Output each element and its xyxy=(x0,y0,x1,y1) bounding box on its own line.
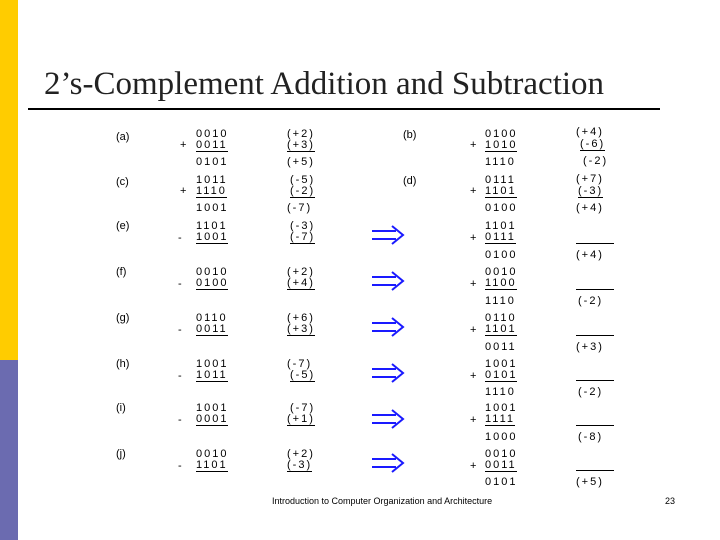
slide-title: 2’s-Complement Addition and Subtraction xyxy=(44,66,605,102)
implies-arrow-j xyxy=(370,452,406,474)
label-a: (a) xyxy=(116,131,130,143)
j-conv-rule xyxy=(576,470,614,471)
op-c: + xyxy=(180,185,187,197)
op-j: - xyxy=(178,460,182,472)
label-d: (d) xyxy=(403,175,417,187)
footer-text: Introduction to Computer Organization and Architecture xyxy=(272,496,493,506)
j-operand1: 0010 xyxy=(196,448,229,460)
b-operand1: 0100 xyxy=(485,128,518,140)
j-operand2: 1101 xyxy=(196,459,228,471)
title-rule xyxy=(28,108,660,110)
op-h: - xyxy=(178,370,182,382)
h-dec2: (-5) xyxy=(290,369,316,381)
b-result: 1110 xyxy=(485,156,516,168)
g-conv-operand2: 1101 xyxy=(485,323,517,335)
h-operand1: 1001 xyxy=(196,358,229,370)
e-operand2: 1001 xyxy=(196,231,229,243)
g-dec1: (+6) xyxy=(287,312,315,324)
d-dec2: (-3) xyxy=(578,185,604,197)
op-i: - xyxy=(178,414,182,426)
label-h: (h) xyxy=(116,358,130,370)
accent-bar-yellow xyxy=(0,0,18,360)
e-conv-decr: (+4) xyxy=(576,249,604,261)
e-conv-result: 0100 xyxy=(485,249,518,261)
f-dec2: (+4) xyxy=(287,277,315,289)
op-i-conv: + xyxy=(470,414,477,426)
b-dec1: (+4) xyxy=(576,126,604,138)
d-dec1: (+7) xyxy=(576,173,604,185)
f-dec1: (+2) xyxy=(287,266,315,278)
f-operand2: 0100 xyxy=(196,277,229,289)
f-operand1: 0010 xyxy=(196,266,229,278)
implies-arrow-e xyxy=(370,224,406,246)
a-operand2: 0011 xyxy=(196,139,228,151)
d-operand2: 1101 xyxy=(485,185,517,197)
i-operand1: 1001 xyxy=(196,402,229,414)
i-conv-operand2: 1111 xyxy=(485,413,516,425)
j-conv-decr: (+5) xyxy=(576,476,604,488)
i-dec2: (+1) xyxy=(287,413,315,425)
label-c: (c) xyxy=(116,176,129,188)
op-e-conv: + xyxy=(470,232,477,244)
c-operand1: 1011 xyxy=(196,174,228,186)
c-decr: (-7) xyxy=(287,202,313,214)
op-a: + xyxy=(180,139,187,151)
c-result: 1001 xyxy=(196,202,229,214)
label-f: (f) xyxy=(116,266,127,278)
d-result: 0100 xyxy=(485,202,518,214)
op-b: + xyxy=(470,139,477,151)
g-dec2: (+3) xyxy=(287,323,315,335)
op-e: - xyxy=(178,232,182,244)
j-conv-result: 0101 xyxy=(485,476,518,488)
f-conv-result: 1110 xyxy=(485,295,516,307)
g-operand2: 0011 xyxy=(196,323,228,335)
h-conv-decr: (-2) xyxy=(578,386,604,398)
label-j: (j) xyxy=(116,448,126,460)
i-conv-result: 1000 xyxy=(485,431,518,443)
label-e: (e) xyxy=(116,220,130,232)
b-operand2: 1010 xyxy=(485,139,518,151)
f-conv-operand2: 1100 xyxy=(485,277,517,289)
h-conv-result: 1110 xyxy=(485,386,516,398)
b-dec2: (-6) xyxy=(580,138,606,150)
i-operand2: 0001 xyxy=(196,413,229,425)
j-dec2: (-3) xyxy=(287,459,313,471)
h-conv-operand1: 1001 xyxy=(485,358,518,370)
c-operand2: 1110 xyxy=(196,185,227,197)
h-operand2: 1011 xyxy=(196,369,228,381)
j-conv-operand2: 0011 xyxy=(485,459,517,471)
j-conv-operand1: 0010 xyxy=(485,448,518,460)
i-conv-decr: (-8) xyxy=(578,431,604,443)
g-conv-decr: (+3) xyxy=(576,341,604,353)
i-conv-operand1: 1001 xyxy=(485,402,518,414)
implies-arrow-h xyxy=(370,362,406,384)
e-conv-operand1: 1101 xyxy=(485,220,517,232)
accent-bar-purple xyxy=(0,360,18,540)
a-operand1: 0010 xyxy=(196,128,229,140)
g-conv-rule xyxy=(576,335,614,336)
i-conv-rule xyxy=(576,425,614,426)
g-operand1: 0110 xyxy=(196,312,228,324)
label-i: (i) xyxy=(116,402,126,414)
f-conv-rule xyxy=(576,289,614,290)
a-decr: (+5) xyxy=(287,156,315,168)
i-dec1: (-7) xyxy=(290,402,316,414)
h-dec1: (-7) xyxy=(287,358,313,370)
op-g-conv: + xyxy=(470,324,477,336)
f-conv-decr: (-2) xyxy=(578,295,604,307)
op-j-conv: + xyxy=(470,460,477,472)
d-decr: (+4) xyxy=(576,202,604,214)
b-decr: (-2) xyxy=(583,155,609,167)
a-result: 0101 xyxy=(196,156,229,168)
implies-arrow-f xyxy=(370,270,406,292)
j-dec1: (+2) xyxy=(287,448,315,460)
g-conv-result: 0011 xyxy=(485,341,517,353)
g-conv-operand1: 0110 xyxy=(485,312,517,324)
op-f: - xyxy=(178,278,182,290)
op-f-conv: + xyxy=(470,278,477,290)
op-h-conv: + xyxy=(470,370,477,382)
label-g: (g) xyxy=(116,312,130,324)
d-operand1: 0111 xyxy=(485,174,516,186)
implies-arrow-g xyxy=(370,316,406,338)
e-dec1: (-3) xyxy=(290,220,316,232)
h-conv-operand2: 0101 xyxy=(485,369,518,381)
page-number: 23 xyxy=(665,496,676,506)
c-dec1: (-5) xyxy=(290,174,316,186)
c-dec2: (-2) xyxy=(290,185,316,197)
op-d: + xyxy=(470,185,477,197)
f-conv-operand1: 0010 xyxy=(485,266,518,278)
implies-arrow-i xyxy=(370,408,406,430)
e-conv-operand2: 0111 xyxy=(485,231,516,243)
e-operand1: 1101 xyxy=(196,220,228,232)
a-dec1: (+2) xyxy=(287,128,315,140)
e-dec2: (-7) xyxy=(290,231,316,243)
label-b: (b) xyxy=(403,129,417,141)
h-conv-rule xyxy=(576,380,614,381)
op-g: - xyxy=(178,324,182,336)
e-conv-rule xyxy=(576,243,614,244)
a-dec2: (+3) xyxy=(287,139,315,151)
